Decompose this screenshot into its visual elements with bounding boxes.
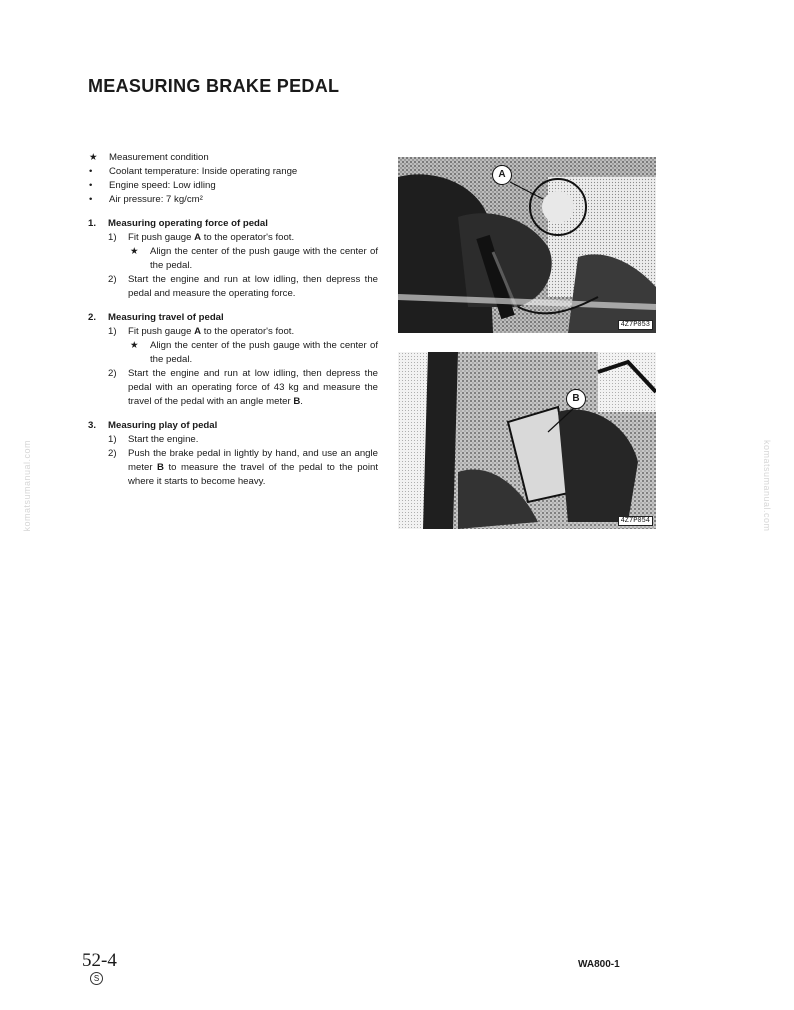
watermark-left: komatsumanual.com: [22, 440, 32, 532]
step-text: [128, 231, 378, 245]
section-number: 1.: [88, 218, 97, 229]
section-travel: [88, 311, 378, 409]
step-text: Start the engine and run at low idling, then depress the pedal and measure the operating force.: [128, 274, 378, 299]
condition-bullet: •: [89, 180, 93, 191]
section-title: Measuring operating force of pedal: [108, 218, 268, 229]
model-code: WA800-1: [578, 959, 620, 970]
section-heading: [88, 311, 378, 325]
figure-code: 4Z7P053: [618, 320, 653, 330]
condition-item: [88, 151, 378, 165]
section-number: 3.: [88, 420, 97, 431]
star-icon: ★: [130, 246, 139, 257]
section-heading: [88, 217, 378, 231]
figure-code: 4Z7P054: [618, 516, 653, 526]
section-number: 2.: [88, 312, 97, 323]
condition-text: Air pressure: 7 kg/cm²: [109, 194, 203, 205]
step: [88, 367, 378, 409]
photo-push-gauge: [398, 157, 656, 333]
section-operating-force: [88, 217, 378, 301]
watermark-right: komatsumanual.com: [762, 440, 772, 532]
step: [88, 325, 378, 339]
step-text: [128, 447, 378, 489]
page-title: MEASURING BRAKE PEDAL: [88, 76, 340, 96]
step-text: [128, 325, 378, 339]
page-number: 52-4: [82, 950, 117, 971]
star-icon: ★: [130, 340, 139, 351]
reference-letter: A: [194, 232, 202, 243]
step-number: 1): [108, 434, 117, 445]
reference-letter: B: [157, 462, 164, 473]
step-text-part: Fit push gauge: [128, 232, 195, 243]
step: [88, 231, 378, 245]
section-title: Measuring play of pedal: [108, 420, 218, 431]
photo-angle-meter-image: [398, 352, 656, 529]
step: [88, 433, 378, 447]
step-text-part: Start the engine and run at low idling, then depress the pedal with an operating force of 43 kg and measure the travel of the pedal with an angle meter: [128, 368, 378, 407]
step-text-part: Push the brake pedal in lightly by hand, and use an angle meter: [128, 448, 378, 473]
step: [88, 273, 378, 301]
star-note: [88, 245, 378, 273]
conditions-list: [88, 151, 378, 207]
photo-angle-meter: [398, 352, 656, 529]
reference-letter: B: [293, 396, 301, 407]
note-text: Align the center of the push gauge with the center of the pedal.: [150, 340, 378, 365]
step: [88, 447, 378, 489]
condition-bullet: •: [89, 166, 93, 177]
step-number: 2): [108, 274, 117, 285]
instructions-column: [88, 151, 378, 489]
step-text: Start the engine.: [128, 434, 199, 445]
step-text-part: .: [300, 396, 303, 407]
condition-bullet: ★: [89, 152, 98, 163]
step-number: 2): [108, 448, 117, 459]
step-text: [128, 367, 378, 409]
condition-text: Measurement condition: [109, 152, 209, 163]
section-title: Measuring travel of pedal: [108, 312, 224, 323]
condition-item: [88, 165, 378, 179]
star-note: [88, 339, 378, 367]
step-text-part: to the operator's foot.: [201, 326, 295, 337]
photo-push-gauge-image: [398, 157, 656, 333]
condition-text: Engine speed: Low idling: [109, 180, 216, 191]
condition-bullet: •: [89, 194, 93, 205]
condition-item: [88, 179, 378, 193]
step-number: 1): [108, 326, 117, 337]
section-heading: [88, 419, 378, 433]
reference-letter: A: [194, 326, 202, 337]
step-text-part: to the operator's foot.: [201, 232, 295, 243]
condition-item: [88, 193, 378, 207]
step-text-part: to measure the travel of the pedal to the point where it starts to become heavy.: [128, 462, 378, 487]
callout-label: A: [492, 165, 512, 185]
callout-label: B: [566, 389, 586, 409]
condition-text: Coolant temperature: Inside operating range: [109, 166, 298, 177]
step-number: 1): [108, 232, 117, 243]
section-mark-icon: S: [90, 972, 103, 985]
section-play: [88, 419, 378, 489]
step-number: 2): [108, 368, 117, 379]
step-text-part: Fit push gauge: [128, 326, 195, 337]
note-text: Align the center of the push gauge with the center of the pedal.: [150, 246, 378, 271]
